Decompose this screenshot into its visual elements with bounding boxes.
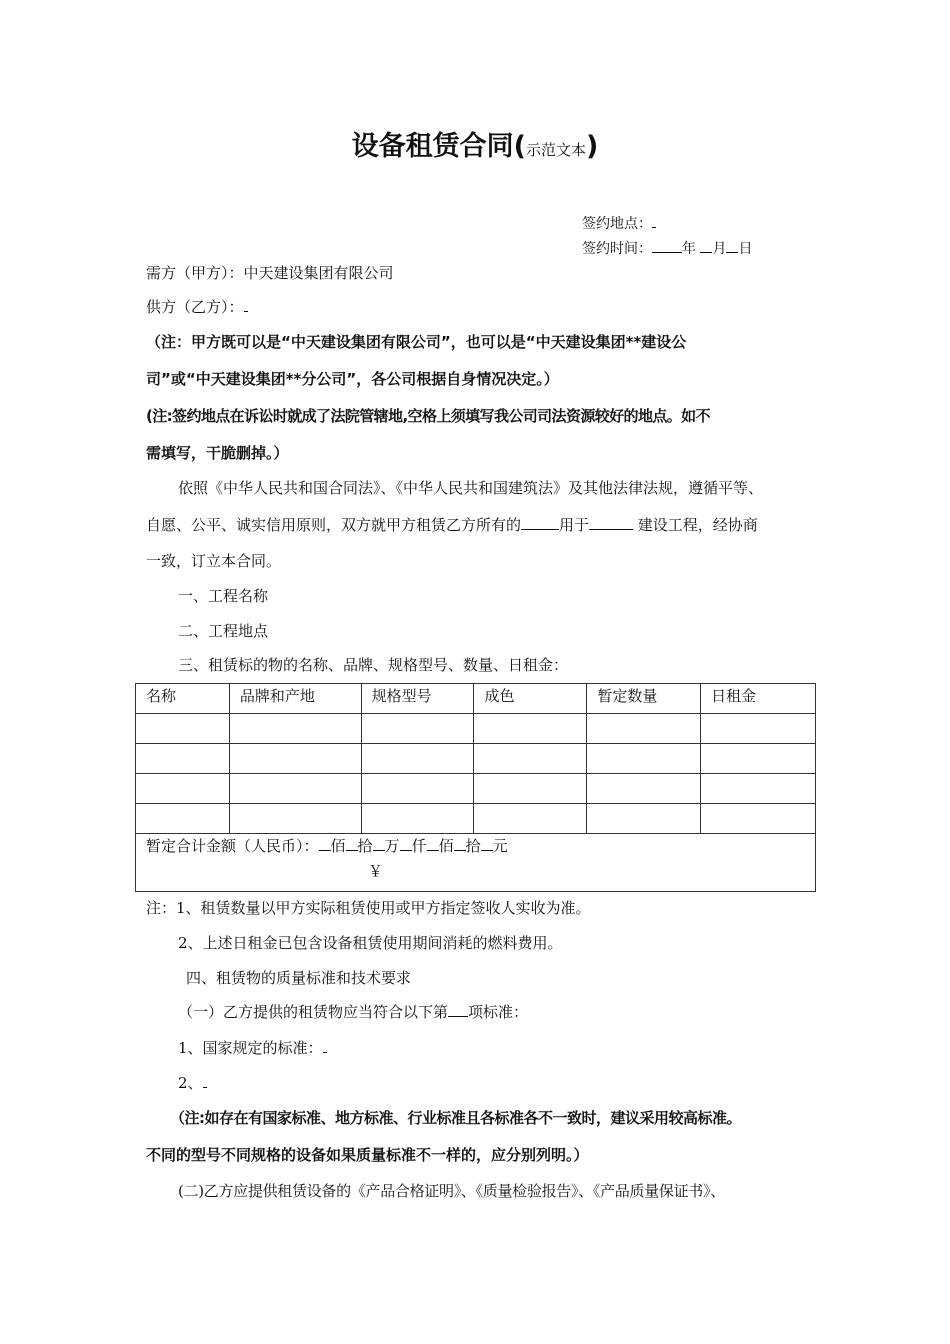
table-cell[interactable] <box>361 804 474 834</box>
sign-time-label: 签约时间： <box>582 241 652 257</box>
table-cell[interactable] <box>361 714 474 744</box>
table-cell[interactable] <box>136 714 230 744</box>
day-label: 日 <box>738 241 753 257</box>
year-label: 年 <box>682 241 696 257</box>
amount-blank <box>427 835 439 851</box>
unit-shi: 拾 <box>357 837 373 855</box>
total-amount-cell[interactable] <box>136 834 816 892</box>
total-row <box>136 834 816 892</box>
title-main: 设备租赁合同( <box>351 131 526 162</box>
sign-place-blank <box>652 212 656 228</box>
month-label: 月 <box>712 241 727 257</box>
intro-line-2a: 自愿、公平、诚实信用原则，双方就甲方租赁乙方所有的 <box>146 516 522 534</box>
project-blank <box>589 514 633 530</box>
quality-1b: 项标准： <box>468 1003 529 1021</box>
total-label: 暂定合计金额（人民币）： <box>146 837 319 855</box>
unit-bai-2: 佰 <box>438 837 454 855</box>
header-model: 规格型号 <box>361 684 474 714</box>
quality-item-1-label: 1、国家规定的标准： <box>178 1039 323 1057</box>
quality-item-2 <box>178 1072 207 1093</box>
table-cell[interactable] <box>587 714 701 744</box>
table-cell[interactable] <box>136 804 230 834</box>
table-row <box>136 714 816 744</box>
header-name: 名称 <box>136 684 230 714</box>
table-cell[interactable] <box>474 744 587 774</box>
amount-blank <box>481 835 493 851</box>
table-row <box>136 744 816 774</box>
table-cell[interactable] <box>474 774 587 804</box>
table-cell[interactable] <box>229 714 361 744</box>
section-4: 四、租赁物的质量标准和技术要求 <box>186 969 412 987</box>
table-cell[interactable] <box>701 774 816 804</box>
amount-blank <box>346 835 358 851</box>
unit-bai: 佰 <box>330 837 346 855</box>
sign-place-label: 签约地点： <box>582 216 652 232</box>
party-b <box>146 296 248 317</box>
note-2-line-2: 需填写，干脆删掉。） <box>146 444 289 462</box>
table-cell[interactable] <box>361 774 474 804</box>
party-a: 需方（甲方）：中天建设集团有限公司 <box>146 264 394 282</box>
quality-note-line-2: 不同的型号不同规格的设备如果质量标准不一样的，应分别列明。） <box>146 1146 589 1164</box>
day-blank <box>726 237 738 253</box>
note-2-line-1: (注:签约地点在诉讼时就成了法院管辖地,空格上须填写我公司司法资源较好的地点。如不 <box>146 407 710 425</box>
quality-item-1 <box>178 1037 327 1058</box>
header-brand: 品牌和产地 <box>229 684 361 714</box>
quality-2: (二)乙方应提供租赁设备的《产品合格证明》、《质量检验报告》、《产品质量保证书》、 <box>178 1182 725 1200</box>
document-title <box>0 124 950 163</box>
table-note-1: 注：1、租赁数量以甲方实际租赁使用或甲方指定签收人实收为准。 <box>146 899 591 917</box>
intro-line-2c: 建设工程，经协商 <box>633 516 758 534</box>
note-1-line-2: 司”或“中天建设集团**分公司”，各公司根据自身情况决定。） <box>146 370 559 388</box>
table-cell[interactable] <box>136 744 230 774</box>
section-2: 二、工程地点 <box>178 622 269 640</box>
table-note-2: 2、上述日租金已包含设备租赁使用期间消耗的燃料费用。 <box>178 934 563 952</box>
table-cell[interactable] <box>229 774 361 804</box>
unit-yuan: 元 <box>492 837 508 855</box>
table-cell[interactable] <box>587 804 701 834</box>
quality-1 <box>178 1001 528 1022</box>
intro-line-2 <box>146 514 758 535</box>
table-cell[interactable] <box>587 744 701 774</box>
title-close: ) <box>586 131 599 162</box>
section-3: 三、租赁标的物的名称、品牌、规格型号、数量、日租金： <box>178 656 569 674</box>
table-row <box>136 774 816 804</box>
header-quantity: 暂定数量 <box>587 684 701 714</box>
intro-line-3: 一致，订立本合同。 <box>146 552 282 570</box>
sign-time <box>582 237 752 258</box>
year-blank <box>652 237 682 253</box>
table-cell[interactable] <box>136 774 230 804</box>
equipment-blank <box>521 514 559 530</box>
table-cell[interactable] <box>229 744 361 774</box>
table-cell[interactable] <box>587 774 701 804</box>
rental-items-table <box>135 683 816 892</box>
header-condition: 成色 <box>474 684 587 714</box>
unit-shi-2: 拾 <box>465 837 481 855</box>
intro-line-2b: 用于 <box>559 516 590 534</box>
sign-place <box>582 212 656 233</box>
amount-blank <box>454 835 466 851</box>
table-header-row <box>136 684 816 714</box>
quality-1a: （一）乙方提供的租赁物应当符合以下第 <box>178 1003 449 1021</box>
table-cell[interactable] <box>701 714 816 744</box>
amount-blank <box>319 835 331 851</box>
table-cell[interactable] <box>474 804 587 834</box>
quality-item-2-label: 2、 <box>178 1074 203 1092</box>
table-cell[interactable] <box>701 804 816 834</box>
national-standard-blank <box>323 1037 327 1053</box>
other-standard-blank <box>203 1072 207 1088</box>
standard-item-blank <box>448 1001 468 1017</box>
month-blank <box>700 237 712 253</box>
table-cell[interactable] <box>361 744 474 774</box>
party-b-blank <box>244 296 248 312</box>
quality-note-line-1: （注:如存在有国家标准、地方标准、行业标准且各标准各不一致时，建议采用较高标准。 <box>170 1109 742 1127</box>
unit-wan: 万 <box>384 837 400 855</box>
note-1-line-1: （注：甲方既可以是“中天建设集团有限公司”，也可以是“中天建设集团**建设公 <box>146 333 687 351</box>
table-cell[interactable] <box>701 744 816 774</box>
amount-blank <box>373 835 385 851</box>
intro-line-1: 依照《中华人民共和国合同法》、《中华人民共和国建筑法》及其他法律法规，遵循平等、 <box>178 479 764 497</box>
section-1: 一、工程名称 <box>178 587 269 605</box>
table-cell[interactable] <box>229 804 361 834</box>
table-row <box>136 804 816 834</box>
title-sub: 示范文本 <box>525 141 586 159</box>
amount-blank <box>400 835 412 851</box>
unit-qian: 仟 <box>411 837 427 855</box>
table-cell[interactable] <box>474 714 587 744</box>
yuan-sign: ￥ <box>368 862 384 880</box>
header-daily-rent: 日租金 <box>701 684 816 714</box>
party-b-label: 供方（乙方）： <box>146 298 244 316</box>
